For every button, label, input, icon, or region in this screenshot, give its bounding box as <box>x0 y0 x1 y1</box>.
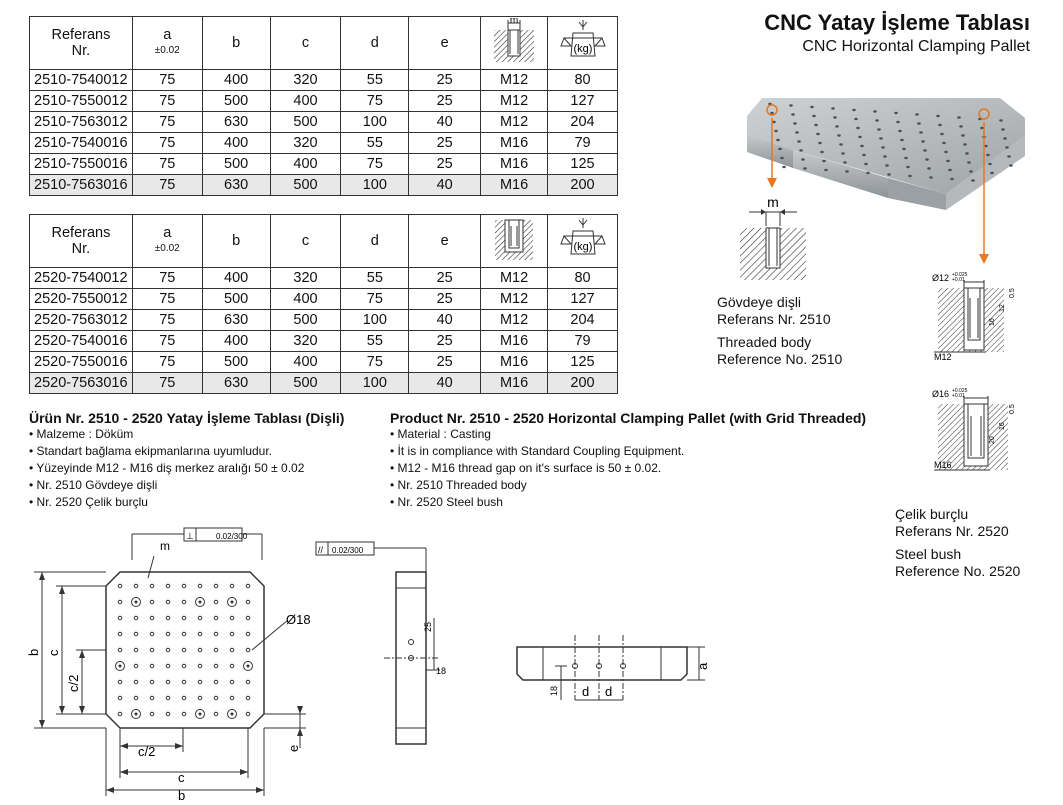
svg-text:Ø16: Ø16 <box>932 389 950 399</box>
grid-hole <box>134 616 138 620</box>
cell-b: 400 <box>202 133 270 154</box>
cell-e: 25 <box>409 70 481 91</box>
grid-hole <box>230 616 234 620</box>
svg-text:m: m <box>160 539 170 553</box>
svg-text://: // <box>318 545 324 555</box>
svg-text:0.02/300: 0.02/300 <box>332 546 364 555</box>
svg-text:d: d <box>582 684 590 699</box>
cell-m: M12 <box>481 310 548 331</box>
cell-e: 40 <box>409 175 481 196</box>
grid-hole <box>182 616 186 620</box>
grid-hole <box>150 600 154 604</box>
cell-b: 630 <box>202 373 270 394</box>
svg-text:16: 16 <box>999 422 1006 430</box>
thread-m-label: m <box>509 18 519 26</box>
grid-hole <box>230 584 234 588</box>
cell-e: 40 <box>409 112 481 133</box>
cell-a: 75 <box>132 268 202 289</box>
grid-hole <box>150 696 154 700</box>
product-description-en <box>390 410 920 511</box>
grid-hole <box>150 616 154 620</box>
cell-a: 75 <box>132 331 202 352</box>
photo-hole <box>1007 155 1011 157</box>
grid-hole <box>166 680 170 684</box>
cell-b: 500 <box>202 352 270 373</box>
threaded-m-label: m <box>767 194 779 210</box>
svg-text:+0.025: +0.025 <box>952 388 968 394</box>
cell-kg: 79 <box>548 133 618 154</box>
cell-d: 55 <box>341 70 409 91</box>
bolt-hole-center <box>231 713 234 716</box>
grid-hole <box>198 632 202 636</box>
cell-ref: 2520-7563016 <box>30 373 133 394</box>
cell-ref: 2520-7540012 <box>30 268 133 289</box>
col-c: c <box>270 17 341 70</box>
cell-ref: 2520-7550012 <box>30 289 133 310</box>
grid-hole <box>150 632 154 636</box>
bullet-item: • Nr. 2520 Çelik burçlu <box>29 494 379 511</box>
grid-hole <box>182 712 186 716</box>
col-e: e <box>409 17 481 70</box>
grid-hole <box>214 584 218 588</box>
grid-hole <box>246 648 250 652</box>
cell-kg: 200 <box>548 175 618 196</box>
bullet-item: • Nr. 2510 Threaded body <box>390 477 920 494</box>
table-row <box>30 268 618 289</box>
col-weight <box>548 215 618 268</box>
table-row <box>30 331 618 352</box>
col-thread-icon <box>481 17 548 70</box>
threaded-body-caption: Gövdeye dişli Referans Nr. 2510 Threaded body Reference No. 2510 <box>717 294 843 367</box>
cell-m: M12 <box>481 112 548 133</box>
bullet-item: • Malzeme : Döküm <box>29 426 379 443</box>
grid-hole <box>246 616 250 620</box>
cell-kg: 125 <box>548 352 618 373</box>
cell-a: 75 <box>132 133 202 154</box>
bullet-item: • Yüzeyinde M12 - M16 diş merkez aralığı 50 ± 0.02 <box>29 460 379 477</box>
grid-hole <box>166 632 170 636</box>
grid-hole <box>118 632 122 636</box>
col-ref: Referans Nr. <box>30 17 133 70</box>
svg-text:M16: M16 <box>934 460 952 470</box>
cell-d: 75 <box>341 91 409 112</box>
cell-b: 400 <box>202 70 270 91</box>
grid-hole <box>230 648 234 652</box>
grid-hole <box>150 712 154 716</box>
grid-hole <box>214 648 218 652</box>
cell-e: 40 <box>409 373 481 394</box>
cell-e: 25 <box>409 91 481 112</box>
photo-hole <box>1001 128 1005 130</box>
svg-text:⊥: ⊥ <box>186 531 194 541</box>
cell-ref: 2510-7540016 <box>30 133 133 154</box>
steel-bush-m16-detail <box>928 384 1028 484</box>
grid-hole <box>134 696 138 700</box>
cell-m: M16 <box>481 154 548 175</box>
front-view-drawing <box>505 630 725 715</box>
grid-hole <box>246 696 250 700</box>
svg-text:M12: M12 <box>934 352 952 362</box>
bullet-item: • Nr. 2510 Gövdeye dişli <box>29 477 379 494</box>
col-a: a ±0.02 <box>132 215 202 268</box>
photo-hole <box>810 106 814 108</box>
cell-kg: 204 <box>548 310 618 331</box>
col-d: d <box>341 17 409 70</box>
cell-c: 400 <box>270 289 341 310</box>
grid-hole <box>198 680 202 684</box>
page-subtitle: CNC Horizontal Clamping Pallet <box>802 38 1030 55</box>
grid-hole <box>118 680 122 684</box>
col-e: e <box>409 215 481 268</box>
bullet-item: • İt is in compliance with Standard Coupling Equipment. <box>390 443 920 460</box>
bullet-list-tr <box>29 426 379 511</box>
table-row <box>30 70 618 91</box>
svg-text:0.5: 0.5 <box>1009 288 1016 298</box>
cell-ref: 2520-7540016 <box>30 331 133 352</box>
table-row <box>30 112 618 133</box>
cell-e: 25 <box>409 352 481 373</box>
svg-text:c/2: c/2 <box>138 744 156 759</box>
grid-hole <box>246 632 250 636</box>
cell-d: 100 <box>341 373 409 394</box>
grid-hole <box>166 616 170 620</box>
bullet-item: • Nr. 2520 Steel bush <box>390 494 920 511</box>
cell-m: M16 <box>481 331 548 352</box>
threaded-hole-icon <box>489 18 539 64</box>
cell-e: 40 <box>409 310 481 331</box>
cell-a: 75 <box>132 112 202 133</box>
svg-text:18: 18 <box>549 685 559 696</box>
grid-hole <box>166 600 170 604</box>
page-title: CNC Yatay İşleme Tablası <box>764 10 1030 35</box>
col-weight <box>548 17 618 70</box>
weight-unit-label: (kg) <box>573 241 592 253</box>
cell-b: 630 <box>202 310 270 331</box>
product-description-tr <box>29 410 379 511</box>
grid-hole <box>246 712 250 716</box>
bolt-hole-center <box>247 665 250 668</box>
cell-m: M16 <box>481 133 548 154</box>
grid-hole <box>230 664 234 668</box>
steel-bush-m12-detail <box>928 268 1028 368</box>
grid-hole <box>182 600 186 604</box>
grid-hole <box>134 648 138 652</box>
cell-kg: 200 <box>548 373 618 394</box>
svg-text:a: a <box>695 662 710 670</box>
cell-b: 400 <box>202 268 270 289</box>
cell-c: 400 <box>270 352 341 373</box>
cell-c: 320 <box>270 331 341 352</box>
svg-text:c: c <box>178 770 185 785</box>
svg-text:+0.025: +0.025 <box>952 272 968 278</box>
grid-hole <box>150 584 154 588</box>
grid-hole <box>230 696 234 700</box>
cell-m: M16 <box>481 175 548 196</box>
svg-text:d: d <box>605 684 613 699</box>
photo-hole <box>789 104 793 106</box>
cell-e: 25 <box>409 268 481 289</box>
svg-text:+0.01: +0.01 <box>952 277 965 283</box>
grid-hole <box>182 696 186 700</box>
cell-kg: 204 <box>548 112 618 133</box>
scale-weight-icon <box>558 18 608 64</box>
grid-hole <box>198 584 202 588</box>
col-a: a ±0.02 <box>132 17 202 70</box>
col-d: d <box>341 215 409 268</box>
grid-hole <box>182 584 186 588</box>
cell-a: 75 <box>132 373 202 394</box>
grid-hole <box>198 616 202 620</box>
cell-m: M12 <box>481 268 548 289</box>
table-row <box>30 352 618 373</box>
cell-c: 320 <box>270 133 341 154</box>
bullet-item: • Standart bağlama ekipmanlarına uyumludur. <box>29 443 379 460</box>
cell-ref: 2510-7563012 <box>30 112 133 133</box>
grid-hole <box>198 664 202 668</box>
table-header-row <box>30 17 618 70</box>
photo-hole <box>1009 164 1013 166</box>
cell-d: 100 <box>341 175 409 196</box>
grid-hole <box>166 696 170 700</box>
grid-hole <box>118 616 122 620</box>
table-row <box>30 91 618 112</box>
cell-e: 25 <box>409 154 481 175</box>
grid-hole <box>118 696 122 700</box>
grid-hole <box>214 632 218 636</box>
svg-text:12: 12 <box>999 304 1006 312</box>
grid-hole <box>150 680 154 684</box>
cell-a: 75 <box>132 91 202 112</box>
cell-a: 75 <box>132 70 202 91</box>
cell-a: 75 <box>132 289 202 310</box>
cell-kg: 125 <box>548 154 618 175</box>
grid-hole <box>214 616 218 620</box>
bullet-item: • Material : Casting <box>390 426 920 443</box>
cell-ref: 2510-7540012 <box>30 70 133 91</box>
grid-hole <box>230 632 234 636</box>
cell-b: 400 <box>202 331 270 352</box>
cell-e: 25 <box>409 289 481 310</box>
cell-c: 500 <box>270 310 341 331</box>
cell-m: M12 <box>481 70 548 91</box>
svg-text:20: 20 <box>989 436 996 444</box>
grid-hole <box>134 632 138 636</box>
cell-b: 500 <box>202 91 270 112</box>
cell-c: 320 <box>270 70 341 91</box>
cell-d: 55 <box>341 268 409 289</box>
grid-hole <box>118 600 122 604</box>
photo-hole <box>1003 137 1007 139</box>
side-view-drawing <box>300 530 460 760</box>
cell-ref: 2510-7550012 <box>30 91 133 112</box>
svg-text:25: 25 <box>423 621 433 632</box>
cell-m: M16 <box>481 373 548 394</box>
grid-hole <box>214 664 218 668</box>
cell-a: 75 <box>132 175 202 196</box>
bullet-list-en <box>390 426 920 511</box>
bolt-hole-center <box>199 713 202 716</box>
bolt-hole-center <box>199 601 202 604</box>
cell-kg: 127 <box>548 91 618 112</box>
cell-c: 500 <box>270 112 341 133</box>
cell-d: 55 <box>341 331 409 352</box>
cell-kg: 80 <box>548 70 618 91</box>
cell-d: 75 <box>341 289 409 310</box>
weight-unit-label: (kg) <box>573 43 592 55</box>
grid-hole <box>134 680 138 684</box>
grid-hole <box>182 632 186 636</box>
grid-hole <box>166 648 170 652</box>
grid-hole <box>150 648 154 652</box>
bolt-hole-center <box>135 713 138 716</box>
svg-text:0.02/300: 0.02/300 <box>216 532 248 541</box>
spec-table-2520 <box>29 214 618 394</box>
cell-ref: 2520-7550016 <box>30 352 133 373</box>
grid-hole <box>118 584 122 588</box>
cell-c: 400 <box>270 154 341 175</box>
cell-kg: 127 <box>548 289 618 310</box>
col-b: b <box>202 215 270 268</box>
cell-ref: 2520-7563012 <box>30 310 133 331</box>
grid-hole <box>150 664 154 668</box>
table-row <box>30 133 618 154</box>
cell-ref: 2510-7563016 <box>30 175 133 196</box>
cell-c: 400 <box>270 91 341 112</box>
svg-text:e: e <box>286 744 301 752</box>
col-c: c <box>270 215 341 268</box>
svg-text:c/2: c/2 <box>66 674 81 692</box>
grid-hole <box>182 664 186 668</box>
svg-text:b: b <box>26 648 41 656</box>
cell-b: 630 <box>202 175 270 196</box>
cell-a: 75 <box>132 310 202 331</box>
cell-d: 75 <box>341 154 409 175</box>
col-ref: Referans Nr. <box>30 215 133 268</box>
svg-text:Ø18: Ø18 <box>286 612 311 627</box>
threaded-body-detail <box>735 190 815 285</box>
grid-hole <box>134 584 138 588</box>
table-row <box>30 175 618 196</box>
svg-text:18: 18 <box>436 666 447 676</box>
cell-m: M16 <box>481 352 548 373</box>
cell-c: 320 <box>270 268 341 289</box>
cell-ref: 2510-7550016 <box>30 154 133 175</box>
table-row <box>30 373 618 394</box>
bolt-hole-center <box>231 601 234 604</box>
table-row <box>30 154 618 175</box>
svg-text:c: c <box>46 649 61 656</box>
grid-hole <box>214 600 218 604</box>
bolt-hole-center <box>135 601 138 604</box>
grid-hole <box>198 696 202 700</box>
photo-hole <box>1005 146 1009 148</box>
grid-hole <box>198 648 202 652</box>
cell-d: 100 <box>341 112 409 133</box>
cell-d: 100 <box>341 310 409 331</box>
product-title-tr: Ürün Nr. 2510 - 2520 Yatay İşleme Tablası (Dişli) <box>29 410 345 426</box>
cell-m: M12 <box>481 289 548 310</box>
cell-a: 75 <box>132 352 202 373</box>
grid-hole <box>166 584 170 588</box>
grid-hole <box>214 712 218 716</box>
svg-text:0.5: 0.5 <box>1009 404 1016 414</box>
table-header-row <box>30 215 618 268</box>
svg-text:16: 16 <box>989 318 996 326</box>
svg-text:Ø12: Ø12 <box>932 273 950 283</box>
bullet-item: • M12 - M16 thread gap on it's surface is 50 ± 0.02. <box>390 460 920 477</box>
table-row <box>30 289 618 310</box>
cell-b: 500 <box>202 154 270 175</box>
grid-hole <box>214 680 218 684</box>
grid-hole <box>230 680 234 684</box>
steel-bush-caption: Çelik burçlu Referans Nr. 2520 Steel bush Reference No. 2520 <box>895 506 1021 579</box>
grid-hole <box>182 648 186 652</box>
col-bush-icon <box>481 215 548 268</box>
cell-c: 500 <box>270 175 341 196</box>
cell-m: M12 <box>481 91 548 112</box>
svg-text:+0.01: +0.01 <box>952 393 965 399</box>
grid-hole <box>182 680 186 684</box>
cell-c: 500 <box>270 373 341 394</box>
grid-hole <box>246 680 250 684</box>
cell-b: 500 <box>202 289 270 310</box>
cell-d: 75 <box>341 352 409 373</box>
svg-text:b: b <box>178 788 186 803</box>
top-view-drawing <box>20 520 320 805</box>
product-title-en: Product Nr. 2510 - 2520 Horizontal Clamping Pallet (with Grid Threaded) <box>390 410 867 426</box>
cell-e: 25 <box>409 331 481 352</box>
col-b: b <box>202 17 270 70</box>
cell-d: 55 <box>341 133 409 154</box>
grid-hole <box>166 664 170 668</box>
cell-b: 630 <box>202 112 270 133</box>
grid-hole <box>166 712 170 716</box>
grid-hole <box>246 600 250 604</box>
cell-kg: 79 <box>548 331 618 352</box>
cell-e: 25 <box>409 133 481 154</box>
spec-table-2510 <box>29 16 618 196</box>
grid-hole <box>118 648 122 652</box>
grid-hole <box>118 712 122 716</box>
bolt-hole-center <box>119 665 122 668</box>
grid-hole <box>134 664 138 668</box>
cell-a: 75 <box>132 154 202 175</box>
steel-bush-icon <box>489 216 539 262</box>
cell-kg: 80 <box>548 268 618 289</box>
grid-hole <box>246 584 250 588</box>
grid-hole <box>214 696 218 700</box>
table-row <box>30 310 618 331</box>
scale-weight-icon <box>558 216 608 262</box>
